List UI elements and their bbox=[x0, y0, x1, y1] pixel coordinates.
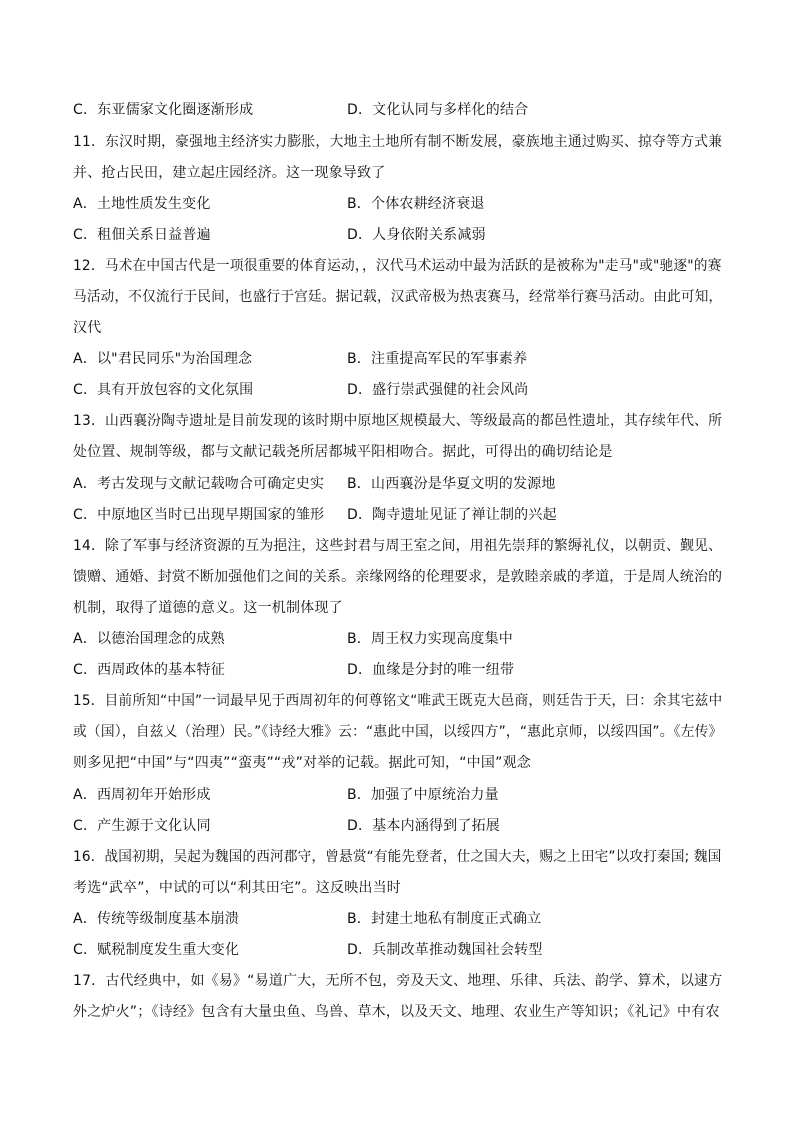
q16-option-a: A．传统等级制度基本崩溃 bbox=[73, 911, 239, 927]
q17-stem-continued: 外之炉火”；《诗经》包含有大量虫鱼、鸟兽、草木，以及天文、地理、农业生产等知识；《礼记》中有农 bbox=[73, 1004, 720, 1020]
q15-stem-continued: 则多见把“中国”与“四夷”“蛮夷”“戎”对举的记载。据此可知，“中国”观念 bbox=[73, 755, 531, 771]
q10-option-d: D．文化认同与多样化的结合 bbox=[347, 102, 529, 118]
q13-option-d: D．陶寺遗址见证了禅让制的兴起 bbox=[347, 507, 557, 523]
q12-option-d: D．盛行崇武强健的社会风尚 bbox=[347, 382, 529, 398]
q11-stem-continued: 并、抢占民田，建立起庄园经济。这一现象导致了 bbox=[73, 165, 386, 181]
q14-stem: 14．除了军事与经济资源的互为挹注，这些封君与周王室之间，用祖先崇拜的繁缛礼仪，以朝贡、觐见、 bbox=[73, 538, 723, 554]
q12-option-b: B．注重提高军民的军事素养 bbox=[347, 351, 528, 367]
q17-stem: 17．古代经典中，如《易》“易道广大，无所不包，旁及天文、地理、乐律、兵法、韵学、算术，以逮方 bbox=[73, 973, 723, 989]
q13-stem: 13．山西襄汾陶寺遗址是目前发现的该时期中原地区规模最大、等级最高的都邑性遗址，其存续年代、所 bbox=[73, 413, 723, 429]
q13-option-b: B．山西襄汾是华夏文明的发源地 bbox=[347, 476, 556, 492]
q15-option-c: C．产生源于文化认同 bbox=[73, 818, 211, 834]
q16-option-d: D．兵制改革推动魏国社会转型 bbox=[347, 942, 543, 958]
q16-stem: 16．战国初期，吴起为魏国的西河郡守，曾悬赏“有能先登者，仕之国大夫，赐之上田宅”以攻打秦国; 魏国 bbox=[73, 849, 722, 865]
q14-option-c: C．西周政体的基本特征 bbox=[73, 662, 225, 678]
q16-stem-continued: 考选“武卒”，中试的可以“利其田宅”。这反映出当时 bbox=[73, 880, 402, 896]
q13-stem-continued: 处位置、规制等级，都与文献记载尧所居都城平阳相吻合。据此，可得出的确切结论是 bbox=[73, 444, 613, 460]
q12-stem-continued: 汉代 bbox=[73, 320, 102, 336]
q12-stem: 12．马术在中国古代是一项很重要的体育运动，，汉代马术运动中最为活跃的是被称为"走马"或"驰逐"的赛 bbox=[73, 258, 722, 274]
q16-option-b: B．封建土地私有制度正式确立 bbox=[347, 911, 542, 927]
q12-option-c: C．具有开放包容的文化氛围 bbox=[73, 382, 254, 398]
q13-option-a: A．考古发现与文献记载吻合可确定史实 bbox=[73, 476, 325, 492]
q14-option-b: B．周王权力实现高度集中 bbox=[347, 631, 514, 647]
q11-option-b: B．个体农耕经济衰退 bbox=[347, 196, 485, 212]
q11-option-c: C．租佃关系日益普遍 bbox=[73, 227, 211, 243]
q11-option-a: A．土地性质发生变化 bbox=[73, 196, 211, 212]
q14-stem-continued: 机制，取得了道德的意义。这一机制体现了 bbox=[73, 600, 343, 616]
q11-option-d: D．人身依附关系减弱 bbox=[347, 227, 486, 243]
q14-option-d: D．血缘是分封的唯一纽带 bbox=[347, 662, 515, 678]
q16-option-c: C．赋税制度发生重大变化 bbox=[73, 942, 240, 958]
q14-option-a: A．以德治国理念的成熟 bbox=[73, 631, 225, 647]
q14-stem-continued: 馈赠、通婚、封赏不断加强他们之间的关系。亲缘网络的伦理要求，是敦睦亲戚的孝道，于是周人统治的 bbox=[73, 569, 723, 585]
q15-stem: 15．目前所知“中国”一词最早见于西周初年的何尊铭文“唯武王既克大邑商，则廷告于天，曰：余其宅兹中 bbox=[73, 693, 723, 709]
q11-stem: 11．东汉时期，豪强地主经济实力膨胀，大地主土地所有制不断发展，豪族地主通过购买、掠夺等方式兼 bbox=[73, 134, 723, 150]
q15-option-a: A．西周初年开始形成 bbox=[73, 787, 211, 803]
q10-option-c: C．东亚儒家文化圈逐渐形成 bbox=[73, 102, 254, 118]
q12-option-a: A．以"君民同乐"为治国理念 bbox=[73, 351, 253, 367]
q15-stem-continued: 或（国），自兹乂（治理）民。”《诗经大雅》云：“惠此中国，以绥四方”，“惠此京师，以绥四国”。《左传》 bbox=[73, 724, 723, 740]
q15-option-b: B．加强了中原统治力量 bbox=[347, 787, 499, 803]
q15-option-d: D．基本内涵得到了拓展 bbox=[347, 818, 500, 834]
q12-stem-continued: 马活动，不仅流行于民间，也盛行于宫廷。据记载，汉武帝极为热衷赛马，经常举行赛马活动。由此可知， bbox=[73, 289, 723, 305]
q13-option-c: C．中原地区当时已出现早期国家的雏形 bbox=[73, 507, 325, 523]
